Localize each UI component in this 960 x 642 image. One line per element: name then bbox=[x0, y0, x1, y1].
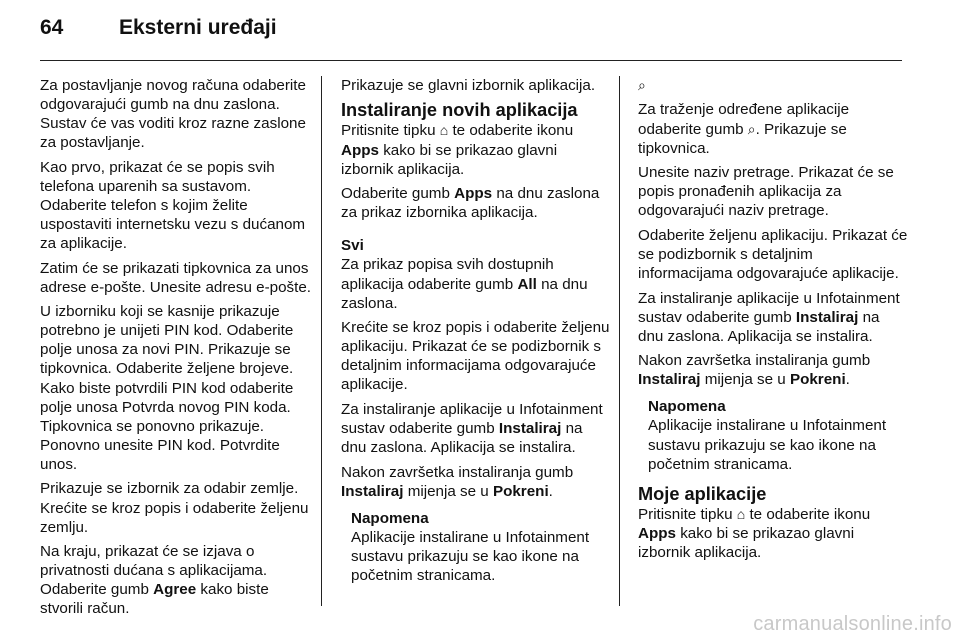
page-header bbox=[0, 0, 960, 60]
text-run: Za prikaz popisa svih dostupnih aplikacija odaberite gumb bbox=[341, 256, 554, 293]
paragraph bbox=[40, 542, 312, 618]
text-run: na dnu zaslona. bbox=[341, 275, 588, 312]
paragraph bbox=[341, 255, 611, 312]
header-rule bbox=[40, 60, 902, 61]
paragraph bbox=[638, 505, 908, 562]
note-text: Aplikacije instalirane u Infotainment sustavu prikazuju se kao ikone na početnim stranicama. bbox=[648, 417, 887, 473]
watermark: carmanualsonline.info bbox=[753, 613, 952, 635]
apps-label: Apps bbox=[638, 524, 676, 542]
text-run: . bbox=[548, 482, 553, 500]
apps-label: Apps bbox=[341, 141, 379, 159]
section-heading-install: Instaliranje novih aplikacija bbox=[341, 100, 578, 121]
paragraph: Krećite se kroz popis i odaberite željenu aplikaciju. Prikazat će se podizbornik s detaljnim informacijama odgovarajuće aplikacije. bbox=[341, 319, 610, 394]
note-box bbox=[341, 509, 611, 585]
paragraph: Zatim će se prikazati tipkovnica za unos adrese e-pošte. Unesite adresu e-pošte. bbox=[40, 259, 312, 296]
paragraph bbox=[638, 351, 908, 389]
note-title: Napomena bbox=[648, 398, 726, 416]
column-2 bbox=[341, 76, 611, 585]
text-run: Za instaliranje aplikacije u Infotainment sustav odaberite gumb bbox=[341, 400, 603, 437]
paragraph bbox=[638, 289, 908, 346]
text-run: . Prikazuje se tipkovnica. bbox=[638, 120, 847, 157]
all-label: All bbox=[517, 275, 537, 293]
paragraph bbox=[638, 100, 908, 157]
instaliraj-label: Instaliraj bbox=[341, 482, 404, 500]
text-run: Za instaliranje aplikacije u Infotainment sustav odaberite gumb bbox=[638, 289, 900, 326]
text-run: Pritisnite tipku bbox=[638, 505, 737, 523]
search-icon: ⌕ bbox=[638, 77, 646, 93]
text-run: na dnu zaslona za prikaz izbornika aplikacija. bbox=[341, 185, 600, 222]
paragraph: Za postavljanje novog računa odaberite odgovarajući gumb na dnu zaslona. Sustav će vas voditi kroz razne zaslone za postavljanje. bbox=[40, 77, 306, 152]
paragraph: U izborniku koji se kasnije prikazuje potrebno je unijeti PIN kod. Odaberite polje unosa za novi PIN. Prikazuje se tipkovnica. Odaberite željene brojeve. Kako biste potvrdili PIN kod odaberite polje unosa Potvrda novog PIN koda. Tipkovnica se ponovno prikazuje. Ponovno unesite PIN kod. Potvrdite unos. bbox=[40, 303, 294, 473]
apps-label: Apps bbox=[454, 185, 493, 203]
pokreni-label: Pokreni bbox=[789, 371, 846, 389]
text-run: te odaberite ikonu bbox=[745, 505, 871, 523]
text-run: Nakon završetka instaliranja gumb bbox=[341, 463, 574, 481]
instaliraj-label: Instaliraj bbox=[498, 419, 562, 437]
paragraph: Unesite naziv pretrage. Prikazat će se popis pronađenih aplikacija za odgovarajući naziv pretrage. bbox=[638, 164, 894, 220]
paragraph bbox=[341, 121, 611, 178]
paragraph bbox=[341, 463, 611, 501]
text-run: Na kraju, prikazat će se izjava o privatnosti dućana s aplikacijama. Odaberite gumb bbox=[40, 543, 268, 599]
column-divider-2 bbox=[619, 76, 620, 606]
text-run: te odaberite ikonu bbox=[448, 122, 574, 140]
paragraph bbox=[341, 400, 611, 457]
search-icon: ⌕ bbox=[747, 120, 756, 137]
section-heading-svi: Svi bbox=[341, 237, 364, 255]
note-text: Aplikacije instalirane u Infotainment sustavu prikazuju se kao ikone na početnim stranicama. bbox=[351, 528, 590, 585]
text-run: mijenja se u bbox=[403, 482, 493, 500]
column-divider-1 bbox=[321, 76, 322, 606]
text-run: Nakon završetka instaliranja gumb bbox=[638, 352, 871, 370]
text-run: kako bi se prikazao glavni izbornik aplikacija. bbox=[638, 524, 855, 561]
column-3 bbox=[638, 76, 908, 567]
text-run: kako biste stvorili račun. bbox=[40, 581, 269, 618]
text-run: Odaberite gumb bbox=[341, 185, 455, 203]
text-run: mijenja se u bbox=[700, 371, 790, 389]
page-number: 64 bbox=[40, 16, 64, 39]
chapter-title: Eksterni uređaji bbox=[119, 16, 277, 39]
paragraph: Odaberite željenu aplikaciju. Prikazat će se podizbornik s detaljnim informacijama odgovarajuće aplikacije. bbox=[638, 226, 908, 283]
paragraph: Prikazuje se glavni izbornik aplikacija. bbox=[341, 77, 596, 94]
text-run: Pritisnite tipku bbox=[341, 122, 440, 140]
paragraph: Prikazuje se izbornik za odabir zemlje. Krećite se kroz popis i odaberite željenu zemlju. bbox=[40, 480, 309, 536]
agree-button-label: Agree bbox=[153, 581, 197, 599]
column-1 bbox=[40, 76, 312, 624]
search-icon-heading bbox=[638, 76, 908, 95]
home-icon: ⌂ bbox=[439, 122, 449, 139]
pokreni-label: Pokreni bbox=[492, 482, 549, 500]
text-run: na dnu zaslona. Aplikacija se instalira. bbox=[341, 419, 583, 457]
text-run: na dnu zaslona. Aplikacija se instalira. bbox=[638, 308, 880, 345]
note-box bbox=[638, 397, 908, 473]
paragraph: Kao prvo, prikazat će se popis svih telefona uparenih sa sustavom. Odaberite telefon s kojim želite uspostaviti internetsku vezu s dućanom za aplikacije. bbox=[40, 158, 306, 253]
note-title: Napomena bbox=[351, 509, 429, 527]
instaliraj-label: Instaliraj bbox=[795, 308, 859, 326]
paragraph bbox=[341, 184, 611, 222]
instaliraj-label: Instaliraj bbox=[638, 371, 701, 389]
text-run: Za traženje određene aplikacije odaberite gumb bbox=[638, 101, 850, 138]
section-heading-moje: Moje aplikacije bbox=[638, 483, 767, 504]
text-run: kako bi se prikazao glavni izbornik aplikacija. bbox=[341, 141, 558, 178]
home-icon: ⌂ bbox=[736, 505, 746, 522]
text-run: . bbox=[845, 371, 850, 389]
